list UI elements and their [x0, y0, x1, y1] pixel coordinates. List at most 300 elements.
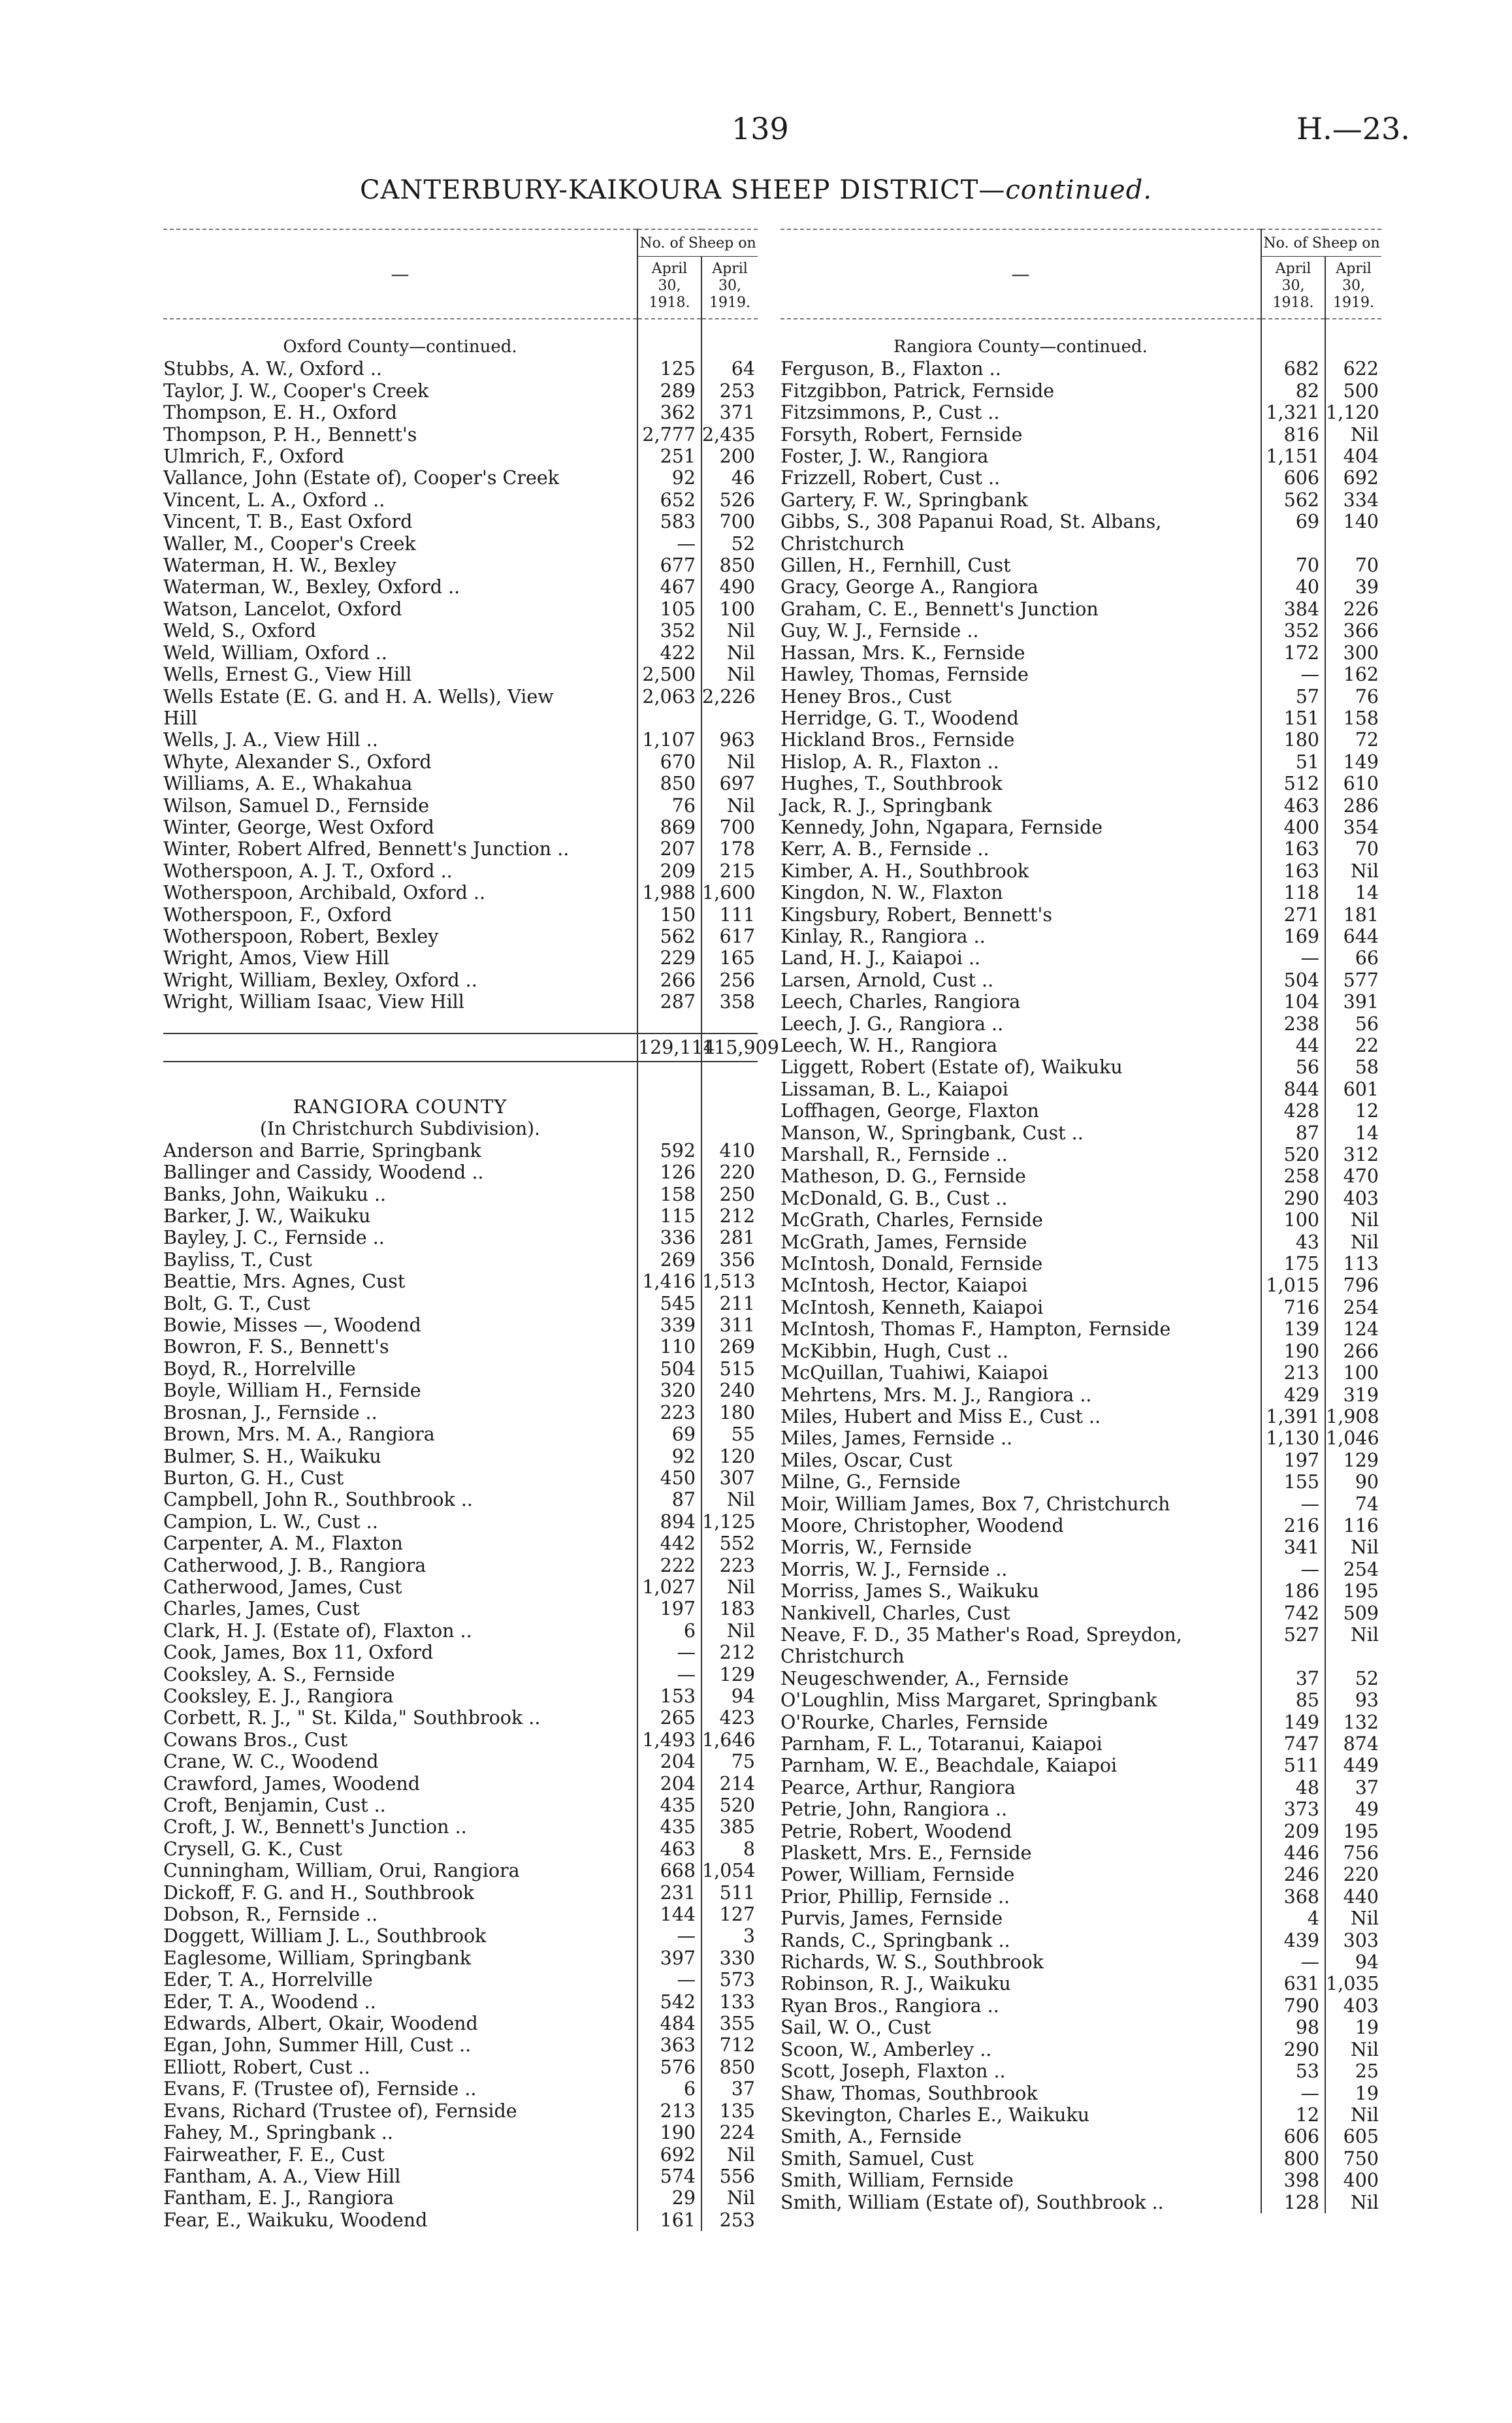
sheep-1918: 583 — [637, 511, 701, 532]
sheep-1919: Nil — [1325, 860, 1381, 882]
owner-name: Nankivell, Charles, Cust — [780, 1602, 1010, 1624]
owner-name: Ferguson, B., Flaxton .. — [780, 358, 1001, 380]
table-row — [780, 686, 1381, 707]
table-row — [780, 380, 1381, 402]
owner-name: McIntosh, Hector, Kaiapoi — [780, 1275, 1028, 1297]
sheep-1918: 1,130 — [1261, 1427, 1325, 1449]
owner-name: Forsyth, Robert, Fernside — [780, 423, 1023, 446]
owner-name: Skevington, Charles E., Waikuku — [780, 2104, 1090, 2126]
table-row — [163, 1838, 758, 1860]
sheep-1919: Nil — [701, 1489, 758, 1510]
sheep-1918 — [637, 707, 701, 729]
sheep-1918: — — [1261, 2083, 1325, 2104]
owner-name: McKibbin, Hugh, Cust .. — [780, 1340, 1008, 1362]
table-row — [780, 1275, 1381, 1296]
sheep-1918: 222 — [637, 1555, 701, 1576]
sheep-1918: 384 — [1261, 598, 1325, 620]
table-row — [780, 817, 1381, 838]
sheep-1919: 64 — [701, 358, 758, 380]
sheep-1919: 12 — [1325, 1100, 1381, 1122]
owner-name: Banks, John, Waikuku .. — [163, 1183, 387, 1205]
owner-name: Cunningham, William, Orui, Rangiora — [163, 1860, 520, 1882]
sheep-1918: — — [637, 1969, 701, 1991]
owner-name: Taylor, J. W., Cooper's Creek — [163, 380, 429, 402]
sheep-1918: 527 — [1261, 1624, 1325, 1646]
sheep-1919: 49 — [1325, 1798, 1381, 1820]
sheep-1919: 226 — [1325, 598, 1381, 620]
right-column — [780, 229, 1381, 2213]
table-row — [163, 1751, 758, 1772]
left-column — [163, 229, 779, 2231]
owner-name: Loffhagen, George, Flaxton — [780, 1100, 1039, 1122]
sheep-1919: Nil — [1325, 1209, 1381, 1231]
sheep-1918: 271 — [1261, 904, 1325, 926]
table-row — [163, 795, 758, 817]
table-row — [163, 1511, 758, 1533]
owner-name: Prior, Phillip, Fernside .. — [780, 1885, 1010, 1908]
sheep-1919: 183 — [701, 1598, 758, 1619]
sheep-1919: 129 — [701, 1664, 758, 1685]
owner-name: Thompson, P. H., Bennett's — [163, 423, 417, 446]
sheep-1919: Nil — [701, 642, 758, 664]
table-row — [780, 1689, 1381, 1711]
empty-cell — [637, 1062, 701, 1118]
table-row — [780, 1122, 1381, 1144]
sheep-1918: 545 — [637, 1293, 701, 1314]
owner-name: Guy, W. J., Fernside .. — [780, 620, 979, 642]
owner-name: Robinson, R. J., Waikuku — [780, 1973, 1011, 1995]
owner-name: Crane, W. C., Woodend — [163, 1751, 379, 1773]
table-row — [780, 1165, 1381, 1187]
sheep-1918: 100 — [1261, 1209, 1325, 1231]
sheep-1919: 52 — [701, 533, 758, 555]
owner-name: Elliott, Robert, Cust .. — [163, 2056, 370, 2078]
sheep-1918: 269 — [637, 1249, 701, 1271]
owner-name: McGrath, James, Fernside — [780, 1231, 1027, 1253]
sheep-1919: 334 — [1325, 489, 1381, 511]
table-row — [780, 2083, 1381, 2104]
owner-name: Catherwood, James, Cust — [163, 1576, 402, 1598]
owner-name: Vincent, L. A., Oxford .. — [163, 489, 385, 511]
sheep-1919: 70 — [1325, 555, 1381, 576]
owner-name: Hassan, Mrs. K., Fernside — [780, 642, 1025, 664]
owner-name: Bayliss, T., Cust — [163, 1248, 312, 1271]
owner-name: Hickland Bros., Fernside — [780, 729, 1015, 751]
owner-name: Mehrtens, Mrs. M. J., Rangiora .. — [780, 1384, 1092, 1406]
sheep-1919: 111 — [701, 904, 758, 926]
owner-name: Jack, R. J., Springbank — [780, 794, 992, 817]
sheep-1918: — — [1261, 1493, 1325, 1515]
owner-name: Rands, C., Springbank .. — [780, 1929, 1010, 1951]
table-row — [163, 402, 758, 423]
owner-name: Burton, G. H., Cust — [163, 1467, 344, 1489]
owner-name: Wells, J. A., View Hill .. — [163, 729, 378, 751]
sheep-1919: 223 — [701, 1555, 758, 1576]
sheep-1919: 330 — [701, 1947, 758, 1969]
owner-name: Fairweather, F. E., Cust — [163, 2143, 385, 2166]
sheep-1919: 158 — [1325, 707, 1381, 729]
owner-name: Herridge, G. T., Woodend — [780, 707, 1019, 729]
table-row — [163, 2166, 758, 2187]
sheep-1918: 92 — [637, 1446, 701, 1467]
sheep-1919: 756 — [1325, 1842, 1381, 1864]
sheep-1919: 215 — [701, 860, 758, 882]
table-row — [163, 2209, 758, 2231]
sheep-1919: 127 — [701, 1904, 758, 1925]
owner-name: Sail, W. O., Cust — [780, 2017, 931, 2039]
sheep-1918: 368 — [1261, 1886, 1325, 1908]
sheep-1919: 120 — [701, 1446, 758, 1467]
table-row — [780, 1231, 1381, 1253]
sheep-1919: Nil — [1325, 1231, 1381, 1253]
table-row — [163, 2144, 758, 2166]
sheep-1918: 207 — [637, 838, 701, 860]
owner-name: Fantham, E. J., Rangiora — [163, 2187, 394, 2209]
empty-cell — [163, 1013, 637, 1033]
sheep-1918: 484 — [637, 2013, 701, 2034]
table-row — [163, 1380, 758, 1401]
table-row — [163, 1685, 758, 1707]
sheep-1918: 4 — [1261, 1908, 1325, 1929]
sheep-1918: 1,416 — [637, 1271, 701, 1292]
sheep-1918: 151 — [1261, 707, 1325, 729]
table-row — [163, 1140, 758, 1162]
owner-name: Clark, H. J. (Estate of), Flaxton .. — [163, 1619, 472, 1642]
table-row — [163, 620, 758, 642]
owner-name: Bolt, G. T., Cust — [163, 1292, 310, 1314]
sheep-1919: 371 — [701, 402, 758, 423]
table-row — [163, 1271, 758, 1292]
sheep-1919: 135 — [701, 2100, 758, 2122]
sheep-1919: 700 — [701, 511, 758, 532]
table-row — [163, 1816, 758, 1838]
sheep-1918: 105 — [637, 598, 701, 620]
sheep-1918: 265 — [637, 1707, 701, 1729]
sheep-1919: 1,908 — [1325, 1406, 1381, 1427]
sheep-1919: 220 — [701, 1162, 758, 1183]
sheep-1919: 644 — [1325, 926, 1381, 947]
sheep-1919: 3 — [701, 1925, 758, 1947]
sheep-1919: Nil — [701, 664, 758, 685]
sheep-1918: — — [1261, 1559, 1325, 1580]
owner-name: McIntosh, Donald, Fernside — [780, 1253, 1043, 1275]
owner-name: Fahey, M., Springbank .. — [163, 2122, 393, 2144]
sheep-1918: 2,500 — [637, 664, 701, 685]
table-row — [163, 555, 758, 576]
table-row — [163, 860, 758, 882]
owner-name: Beattie, Mrs. Agnes, Cust — [163, 1271, 406, 1293]
sheep-1919: 281 — [701, 1227, 758, 1248]
table-row — [780, 1209, 1381, 1231]
sheep-count-header: No. of Sheep on — [637, 229, 758, 257]
table-row — [780, 1580, 1381, 1602]
owner-name: Power, William, Fernside — [780, 1864, 1015, 1886]
owner-name: Dobson, R., Fernside .. — [163, 1904, 378, 1926]
april-1918-header: April 30, 1918. — [637, 257, 701, 319]
sheep-1918: 29 — [637, 2187, 701, 2209]
sheep-1919: 113 — [1325, 1253, 1381, 1275]
sheep-1919: Nil — [701, 1620, 758, 1642]
table-row — [163, 1336, 758, 1358]
table-row — [780, 1188, 1381, 1209]
empty-cell — [637, 1013, 701, 1033]
table-row — [780, 1362, 1381, 1384]
table-row — [780, 1624, 1381, 1646]
sheep-count-header: No. of Sheep on — [1261, 229, 1381, 257]
sheep-1919: 254 — [1325, 1297, 1381, 1318]
table-row — [163, 446, 758, 467]
table-row — [780, 2039, 1381, 2060]
name-column-header: — — [163, 229, 637, 319]
page-number: 139 — [732, 111, 789, 146]
sheep-1919: 617 — [701, 926, 758, 947]
sheep-1919: 963 — [701, 729, 758, 751]
sheep-1919: 19 — [1325, 2083, 1381, 2104]
owner-name: Crysell, G. K., Cust — [163, 1838, 342, 1860]
sheep-1918: 69 — [1261, 511, 1325, 532]
section-heading-rangiora: RANGIORA COUNTY — [293, 1096, 507, 1118]
sheep-1919: 58 — [1325, 1056, 1381, 1078]
total-1919: 115,909 — [701, 1033, 758, 1062]
sheep-1918: 289 — [637, 380, 701, 402]
right-table — [780, 229, 1381, 2213]
owner-name: Hill — [163, 707, 198, 729]
total-row — [163, 1033, 758, 1062]
sheep-1918: 692 — [637, 2144, 701, 2166]
owner-name: Scott, Joseph, Flaxton .. — [780, 2060, 1006, 2083]
owner-name: Campion, L. W., Cust .. — [163, 1510, 378, 1533]
sheep-1918: — — [1261, 1951, 1325, 1973]
sheep-1919: 552 — [701, 1533, 758, 1554]
owner-name: Foster, J. W., Rangiora — [780, 446, 989, 468]
sheep-1918: 153 — [637, 1685, 701, 1707]
table-row — [163, 751, 758, 773]
sheep-1918: 161 — [637, 2209, 701, 2231]
sheep-1919: 133 — [701, 1991, 758, 2013]
table-row — [780, 2017, 1381, 2038]
sheep-1919: 526 — [701, 489, 758, 511]
sheep-1918: 1,015 — [1261, 1275, 1325, 1296]
sheep-1918: 53 — [1261, 2060, 1325, 2082]
table-row — [780, 1951, 1381, 1973]
table-row — [780, 860, 1381, 882]
sheep-1918: 150 — [637, 904, 701, 926]
table-row — [780, 1668, 1381, 1689]
sheep-1919: 132 — [1325, 1712, 1381, 1733]
owner-name: Gracy, George A., Rangiora — [780, 576, 1038, 598]
sheep-1919: 601 — [1325, 1079, 1381, 1100]
owner-name: Smith, William, Fernside — [780, 2170, 1014, 2192]
table-row — [163, 969, 758, 991]
sheep-1919: Nil — [1325, 424, 1381, 446]
sheep-1918: 450 — [637, 1467, 701, 1489]
sheep-1919: 311 — [701, 1314, 758, 1336]
table-row — [780, 664, 1381, 685]
owner-name: Anderson and Barrie, Springbank — [163, 1139, 481, 1162]
section-subheading: (In Christchurch Subdivision). — [260, 1118, 540, 1140]
table-row — [163, 533, 758, 555]
sheep-1918: 144 — [637, 1904, 701, 1925]
table-row — [780, 1253, 1381, 1275]
sheep-1919: 195 — [1325, 1821, 1381, 1842]
table-row — [163, 2100, 758, 2122]
sheep-1919: 1,125 — [701, 1511, 758, 1533]
table-row — [780, 576, 1381, 598]
table-row — [780, 1973, 1381, 1994]
table-row — [163, 729, 758, 751]
table-row — [780, 838, 1381, 860]
table-row — [780, 1450, 1381, 1471]
owner-name: Milne, G., Fernside — [780, 1471, 961, 1493]
owner-name: Waller, M., Cooper's Creek — [163, 532, 416, 555]
table-row — [163, 1446, 758, 1467]
owner-name: Fantham, A. A., View Hill — [163, 2165, 401, 2187]
table-row — [163, 1620, 758, 1642]
sheep-1919: 211 — [701, 1293, 758, 1314]
sheep-1919: 224 — [701, 2122, 758, 2143]
sheep-1918: 869 — [637, 817, 701, 838]
empty-cell — [1261, 335, 1325, 358]
owner-name: Boyle, William H., Fernside — [163, 1380, 421, 1402]
sheep-1918: 37 — [1261, 1668, 1325, 1689]
page-reference: H.—23. — [1296, 111, 1410, 146]
table-row — [780, 2148, 1381, 2170]
owner-name: Eder, T. A., Horrelville — [163, 1969, 373, 1991]
sheep-1919: 37 — [701, 2078, 758, 2100]
sheep-1918: 43 — [1261, 1231, 1325, 1253]
table-row — [780, 1427, 1381, 1449]
sheep-1918: 44 — [1261, 1035, 1325, 1056]
sheep-1918: 1,027 — [637, 1576, 701, 1598]
sheep-1919: 1,646 — [701, 1729, 758, 1751]
sheep-1918: 511 — [1261, 1755, 1325, 1776]
owner-name: Smith, Samuel, Cust — [780, 2147, 974, 2170]
sheep-1919: Nil — [701, 2187, 758, 2209]
sheep-1918: 85 — [1261, 1689, 1325, 1711]
sheep-1919: 39 — [1325, 576, 1381, 598]
sheep-1919: 181 — [1325, 904, 1381, 926]
sheep-1918: 197 — [1261, 1450, 1325, 1471]
sheep-1919: 1,120 — [1325, 402, 1381, 423]
table-row — [780, 991, 1381, 1013]
table-row — [780, 2060, 1381, 2082]
sheep-1919: 312 — [1325, 1144, 1381, 1165]
owner-name: McIntosh, Kenneth, Kaiapoi — [780, 1296, 1044, 1318]
owner-name: Miles, Hubert and Miss E., Cust .. — [780, 1405, 1101, 1427]
table-row — [163, 2078, 758, 2100]
table-row — [780, 904, 1381, 926]
sheep-1918: 435 — [637, 1795, 701, 1816]
owner-name: Croft, Benjamin, Cust .. — [163, 1795, 386, 1816]
table-row — [780, 1537, 1381, 1558]
table-row — [163, 882, 758, 903]
empty-cell — [701, 1062, 758, 1118]
table-row — [780, 1733, 1381, 1755]
sheep-1918: 246 — [1261, 1864, 1325, 1885]
owner-name: O'Loughlin, Miss Margaret, Springbank — [780, 1689, 1157, 1712]
table-row — [780, 1602, 1381, 1624]
owner-name: Cooksley, A. S., Fernside — [163, 1663, 395, 1685]
sheep-1919: 8 — [701, 1838, 758, 1860]
table-row — [780, 947, 1381, 969]
sheep-1919: 149 — [1325, 751, 1381, 773]
sheep-1919: 254 — [1325, 1559, 1381, 1580]
sheep-1919: 94 — [701, 1685, 758, 1707]
table-row — [780, 1842, 1381, 1864]
separator-cell — [637, 319, 701, 335]
sheep-1919: 423 — [701, 1707, 758, 1729]
sheep-1919: 403 — [1325, 1995, 1381, 2017]
table-row — [780, 2126, 1381, 2147]
table-row — [780, 1471, 1381, 1493]
sheep-1919: 90 — [1325, 1471, 1381, 1493]
table-row — [163, 1773, 758, 1795]
sheep-1918: 87 — [637, 1489, 701, 1510]
owner-name: Egan, John, Summer Hill, Cust .. — [163, 2034, 472, 2057]
owner-name: Vincent, T. B., East Oxford — [163, 511, 413, 533]
sheep-1918: 40 — [1261, 576, 1325, 598]
owner-name: Eder, T. A., Woodend .. — [163, 1991, 376, 2013]
sheep-1919: 100 — [701, 598, 758, 620]
header-separator — [780, 319, 1381, 335]
sheep-1918: 428 — [1261, 1100, 1325, 1122]
sheep-1918: 231 — [637, 1882, 701, 1904]
owner-name: Wotherspoon, A. J. T., Oxford .. — [163, 860, 453, 882]
owner-name: Hislop, A. R., Flaxton .. — [780, 751, 999, 773]
owner-name: Gillen, H., Fernhill, Cust — [780, 555, 1011, 577]
sheep-1918: 6 — [637, 2078, 701, 2100]
owner-name: Richards, W. S., Southbrook — [780, 1951, 1044, 1974]
sheep-1918: 104 — [1261, 991, 1325, 1013]
sheep-1919: 470 — [1325, 1165, 1381, 1187]
sheep-1919: 1,046 — [1325, 1427, 1381, 1449]
table-row — [780, 773, 1381, 794]
sheep-1919: 14 — [1325, 882, 1381, 903]
sheep-1918: 504 — [1261, 969, 1325, 991]
sheep-1919: 400 — [1325, 2170, 1381, 2191]
owner-name: Crawford, James, Woodend — [163, 1772, 420, 1795]
sheep-1918: 190 — [637, 2122, 701, 2143]
table-row — [163, 1162, 758, 1183]
table-row — [163, 1293, 758, 1314]
table-row — [163, 1249, 758, 1271]
sheep-1918: 2,777 — [637, 424, 701, 446]
sheep-1918: 57 — [1261, 686, 1325, 707]
sheep-1919: 165 — [701, 947, 758, 969]
table-row — [163, 1664, 758, 1685]
owner-name: Corbett, R. J., " St. Kilda," Southbrook .. — [163, 1707, 541, 1729]
empty-cell — [701, 335, 758, 358]
sheep-1918: 352 — [1261, 620, 1325, 642]
owner-name: Cook, James, Box 11, Oxford — [163, 1642, 434, 1664]
table-row — [780, 1079, 1381, 1100]
table-row — [780, 1493, 1381, 1515]
owner-name: Bulmer, S. H., Waikuku — [163, 1445, 381, 1467]
sheep-1919: 700 — [701, 817, 758, 838]
owner-name: Parnham, W. E., Beachdale, Kaiapoi — [780, 1755, 1118, 1777]
owner-name: Kerr, A. B., Fernside .. — [780, 838, 989, 860]
owner-name: Bowie, Misses —, Woodend — [163, 1314, 421, 1337]
owner-name: Graham, C. E., Bennett's Junction — [780, 598, 1099, 620]
table-row — [780, 1035, 1381, 1056]
left-table — [163, 229, 779, 2231]
sheep-1918: 574 — [637, 2166, 701, 2187]
owner-name: Heney Bros., Cust — [780, 685, 952, 707]
sheep-1918: 223 — [637, 1402, 701, 1423]
sheep-1918: 435 — [637, 1816, 701, 1838]
sheep-1919: 307 — [701, 1467, 758, 1489]
table-row — [780, 1821, 1381, 1842]
